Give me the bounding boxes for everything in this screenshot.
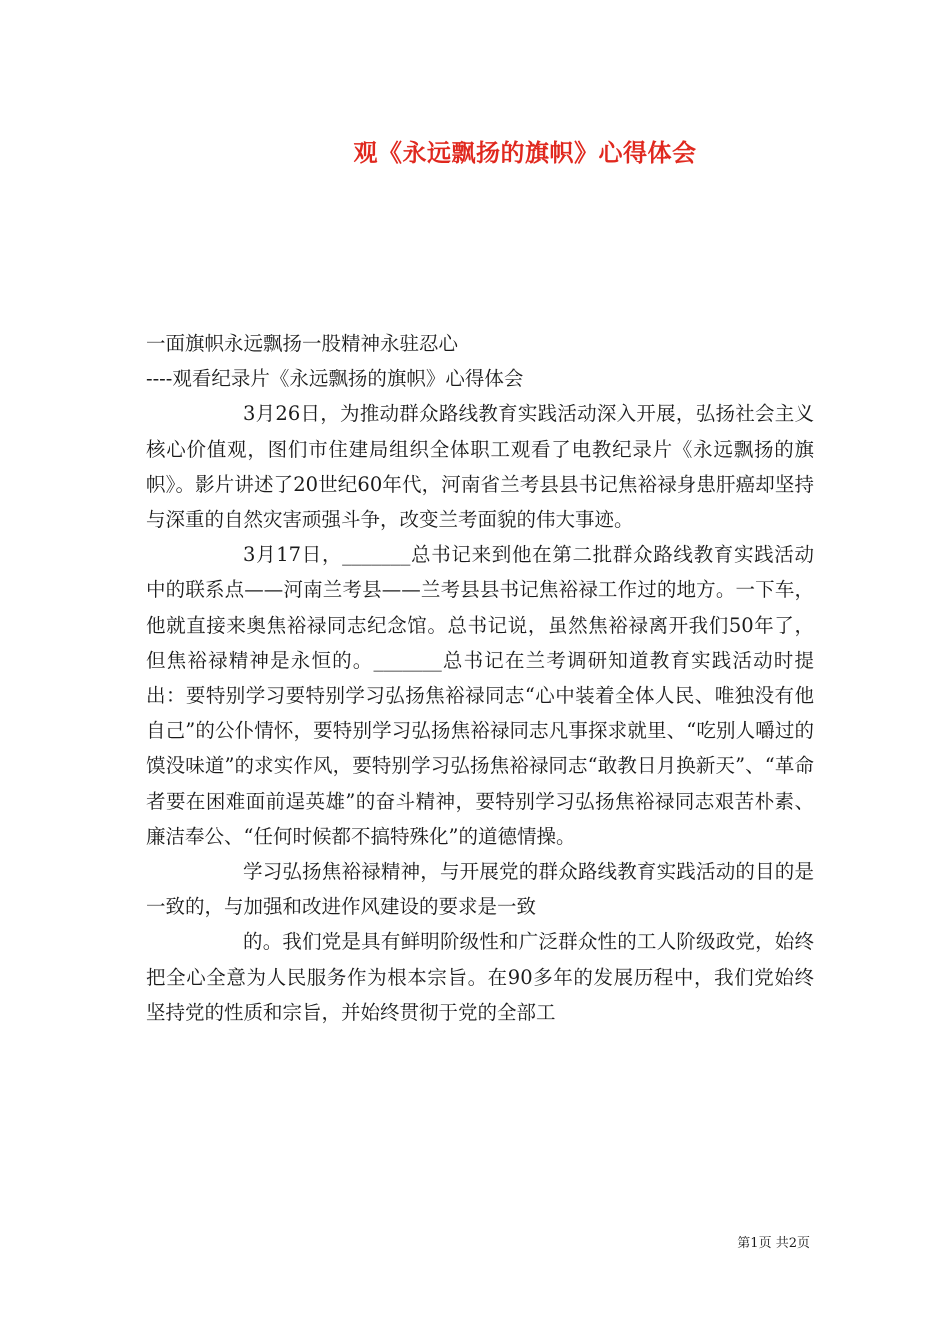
subtitle-line-2: ----观看纪录片《永远飘扬的旗帜》心得体会 <box>146 367 524 391</box>
page-footer <box>0 1232 810 1251</box>
paragraph-4: 的。我们党是具有鲜明阶级性和广泛群众性的工人阶级政党，始终把全心全意为人民服务作为根本宗旨。在90多年的发展历程中，我们党始终坚持党的性质和宗旨，并始终贯彻于党的全部工 <box>146 930 814 1024</box>
page-total: 2 <box>788 1236 797 1251</box>
page-mid: 页 共 <box>758 1236 789 1251</box>
paragraph-2: 3月17日，_______总书记来到他在第二批群众路线教育实践活动中的联系点——河南兰考县——兰考县县书记焦裕禄工作过的地方。一下车，他就直接来奥焦裕禄同志纪念馆。总书记说，虽然焦裕禄离开我们50年了，但焦裕禄精神是永恒的。_______总书记在兰考调研知道教育实践活动时提出：要特别学习要特别学习弘扬焦裕禄同志“心中装着全体人民、唯独没有他自己”的公仆情怀，要特别学习弘扬焦裕禄同志凡事探求就里、“吃别人嚼过的馍没味道”的求实作风，要特别学习弘扬焦裕禄同志“敢教日月换新天”、“革命者要在困难面前逞英雄”的奋斗精神，要特别学习弘扬焦裕禄同志艰苦朴素、廉洁奉公、“任何时候都不搞特殊化”的道德情操。 <box>146 543 814 848</box>
paragraph-1: 3月26日，为推动群众路线教育实践活动深入开展，弘扬社会主义核心价值观，图们市住建局组织全体职工观看了电教纪录片《永远飘扬的旗帜》。影片讲述了20世纪60年代，河南省兰考县县书记焦裕禄身患肝癌却坚持与深重的自然灾害顽强斗争，改变兰考面貌的伟大事迹。 <box>146 402 814 532</box>
paragraph-3: 学习弘扬焦裕禄精神，与开展党的群众路线教育实践活动的目的是一致的，与加强和改进作风建设的要求是一致 <box>146 860 814 919</box>
subtitle-line-1: 一面旗帜永远飘扬一股精神永驻忍心 <box>146 332 459 355</box>
page-current: 1 <box>750 1236 759 1251</box>
page-suffix: 页 <box>796 1236 810 1251</box>
page-prefix: 第 <box>737 1236 751 1251</box>
document-body <box>146 326 814 1030</box>
document-title: 观《永远飘扬的旗帜》心得体会 <box>353 138 697 167</box>
